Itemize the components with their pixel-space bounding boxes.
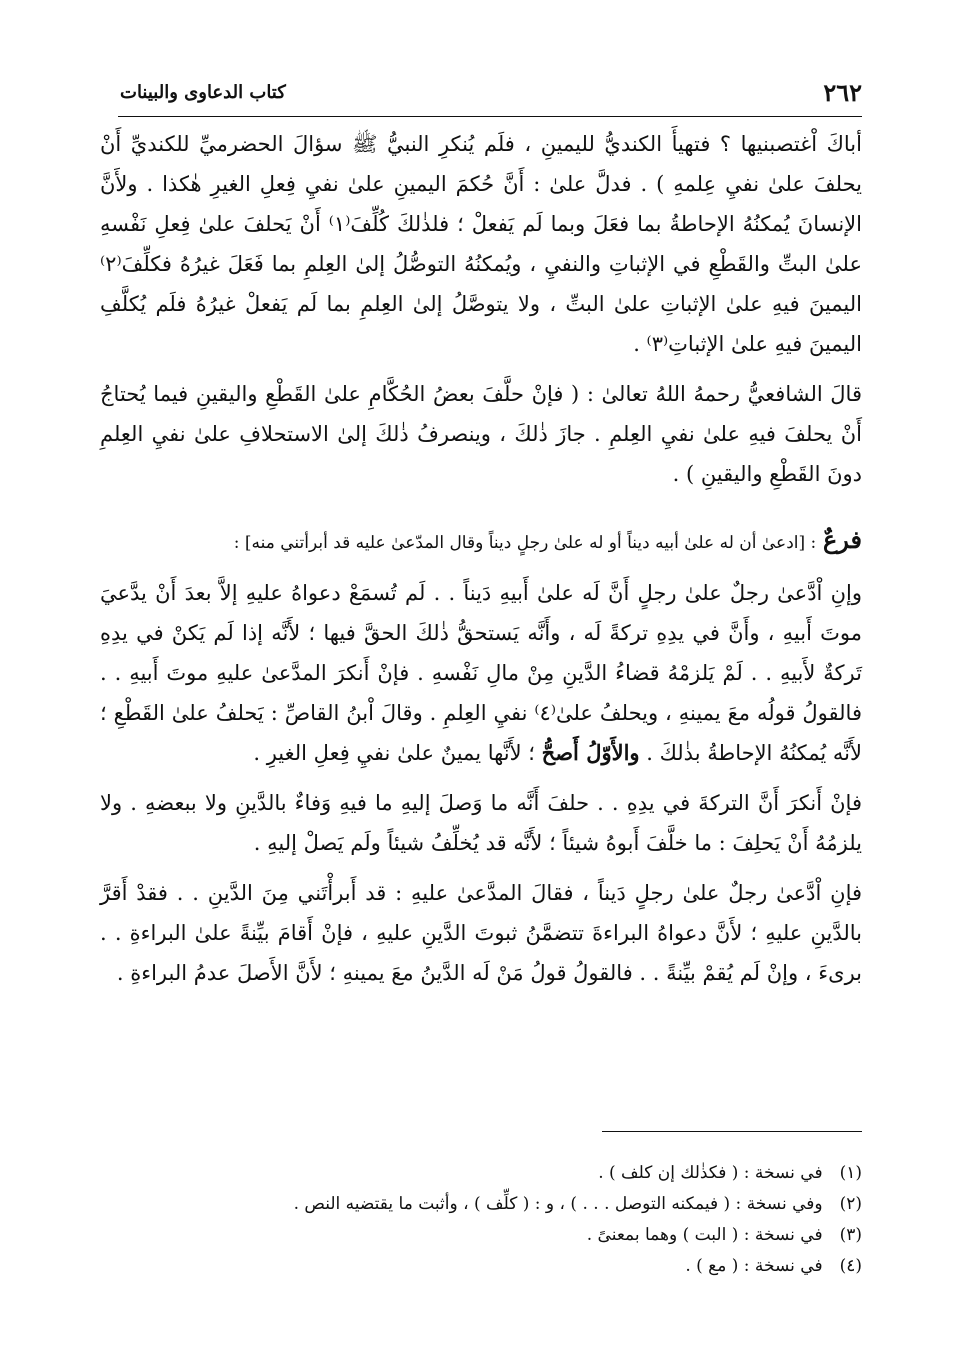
footnote-number: (٣): [839, 1225, 862, 1245]
paragraph-3: [100, 573, 862, 773]
fara-heading: [100, 520, 862, 563]
paragraph-3-part-2: ؛ لأَنَّها يمينٌ علىٰ نفيِ فِعلِ الغيرِ .: [253, 741, 535, 765]
fara-label: فرعٌ: [822, 525, 862, 554]
footnote-text: في نسخة : ( مع ) .: [685, 1256, 823, 1276]
footnote-item: [120, 1158, 862, 1189]
paragraph-2: قالَ الشافعيُّ رحمهُ اللهُ تعالىٰ : ( فإنْ حلَّفَ بعضُ الحُكَّامِ علىٰ القَطْعِ واليقينِ فيما يُحتاجُ أَنْ يحلفَ فيهِ علىٰ نفيِ العِلمِ . جازَ ذٰلكَ ، وينصرفُ ذٰلكَ إلىٰ الاستحلافِ علىٰ نفيِ العِلمِ دونَ القَطْعِ واليقينِ ) .: [100, 382, 862, 486]
footnote-number: (١): [839, 1163, 862, 1183]
paragraph-3-part-1: وإنِ اْدَّعىٰ رجلٌ علىٰ رجلٍ أَنَّ لَه علىٰ أَبيهِ دَيناً . . لَم تُسمَعْ دعواهُ عليهِ إلاَّ بعدَ أَنْ يدَّعيَ موتَ أَبيهِ ، وأَنَّ في يدِهِ تركةً لَه ، وأَنَّه يَستحقُّ ذٰلكَ الحقَّ فيها ؛ لأَنَّه إذا لَم يَكنْ في يدِهِ تَركةٌ لأَبيهِ . . لَمْ يَلزمْهُ قضاءُ الدَّينِ مِنْ مالِ نَفْسهِ . فإنْ أَنكرَ المدَّعىٰ عليهِ موتَ أَبيهِ . . فالقولُ قولُه معَ يمينهِ ، ويحلفُ علىٰ⁽٤⁾ نفيِ العِلمِ . وقالَ اْبنُ القاصِّ : يَحلفُ علىٰ القَطْعِ ؛ لأَنَّه يُمكنُهُ الإحاطةُ بذٰلكَ .: [100, 581, 862, 765]
footnote-text: في نسخة : ( البت ) وهما بمعنىً .: [586, 1225, 823, 1245]
paragraph-1: أباكَ اْغتصبنيها ؟ فتهيأَ الكنديُّ لليمينِ ، فلَم يُنكرِ النبيُّ ﷺ سؤالَ الحضرميِّ للكنديِّ أَنْ يحلفَ علىٰ نفيِ عِلمهِ ) . فدلَّ علىٰ : أَنَّ حُكمَ اليمينِ علىٰ نفيِ فِعلِ الغيرِ هٰكذا . ولأَنَّ الإنسانَ يُمكنُهُ الإحاطةُ بما فعَلَ وبما لَم يَفعلْ ؛ فلذٰلكَ كُلِّفَ⁽١⁾ أَنْ يَحلفَ علىٰ فِعلِ نَفْسهِ علىٰ البتِّ والقَطْعِ في الإثباتِ والنفيِ ، ويُمكنُهُ التوصُّلُ إلىٰ العِلمِ بما فَعَلَ غيرُهُ فكلِّفَ⁽٢⁾ اليمينَ فيهِ علىٰ الإثباتِ علىٰ البتِّ ، ولا يتوصَّلُ إلىٰ العِلمِ بما لَم يَفعلْ غيرُهُ فلَم يُكلَّفِ اليمينَ فيهِ علىٰ الإثباتِ⁽٣⁾ .: [100, 132, 862, 356]
footnote-number: (٢): [839, 1194, 862, 1214]
footnote-text: في نسخة : ( فكذٰلك إن كلف ) .: [598, 1163, 823, 1183]
fara-heading-text: : [ادعىٰ أن له علىٰ أبيه ديناً أو له علىٰ رجلٍ ديناً وقال المدّعىٰ عليه قد أبرأتني منه] :: [233, 533, 817, 553]
book-title: كتاب الدعاوى والبينات: [120, 82, 286, 103]
footnote-number: (٤): [839, 1256, 862, 1276]
main-text: [100, 124, 862, 1003]
footnote-item: [120, 1220, 862, 1251]
paragraph-5: فإنِ اْدَّعىٰ رجلٌ علىٰ رجلٍ دَيناً ، فقالَ المدَّعىٰ عليهِ : قد أَبرأْتَني مِنَ الدَّينِ . . فقدْ أَقرَّ بالدَّينِ عليهِ ؛ لأَنَّ دعواهُ البراءةَ تتضمَّنُ ثبوتَ الدَّينِ عليهِ ، فإنْ أَقامَ بيِّنةً علىٰ البراءةِ . . برىءَ ، وإنْ لَم يُقمْ بيِّنةً . . فالقولُ قولُ مَنْ لَه الدَّينُ معَ يمينهِ ؛ لأَنَّ الأَصلَ عدمُ البراءةِ .: [100, 881, 862, 985]
paragraph-4: فإنْ أَنكرَ أَنَّ التركةَ في يدِهِ . . حلفَ أَنَّه ما وَصلَ إليهِ ما فيهِ وَفاءٌ بالدَّينِ ولا ببعضهِ . ولا يلزمُهُ أَنْ يَحلِفَ : ما خلَّفَ أَبوهُ شيئاً ؛ لأَنَّه قد يُخلِّفُ شيئاً ولَم يَصلْ إليهِ .: [100, 791, 862, 855]
page-number: ٢٦٢: [823, 78, 862, 107]
footnotes: [120, 1158, 862, 1282]
paragraph-3-bold: والأَوّلُ أَصحُّ: [541, 740, 640, 765]
running-head: [120, 78, 862, 110]
header-rule: [118, 116, 862, 117]
footnote-item: [120, 1251, 862, 1282]
footnote-text: وفي نسخة : ( فيمكنه التوصل . . . ) ، و : ( كلِّف ) ، وأثبت ما يقتضيه النص .: [293, 1194, 823, 1214]
footnote-item: [120, 1189, 862, 1220]
footnote-rule: [602, 1131, 862, 1132]
